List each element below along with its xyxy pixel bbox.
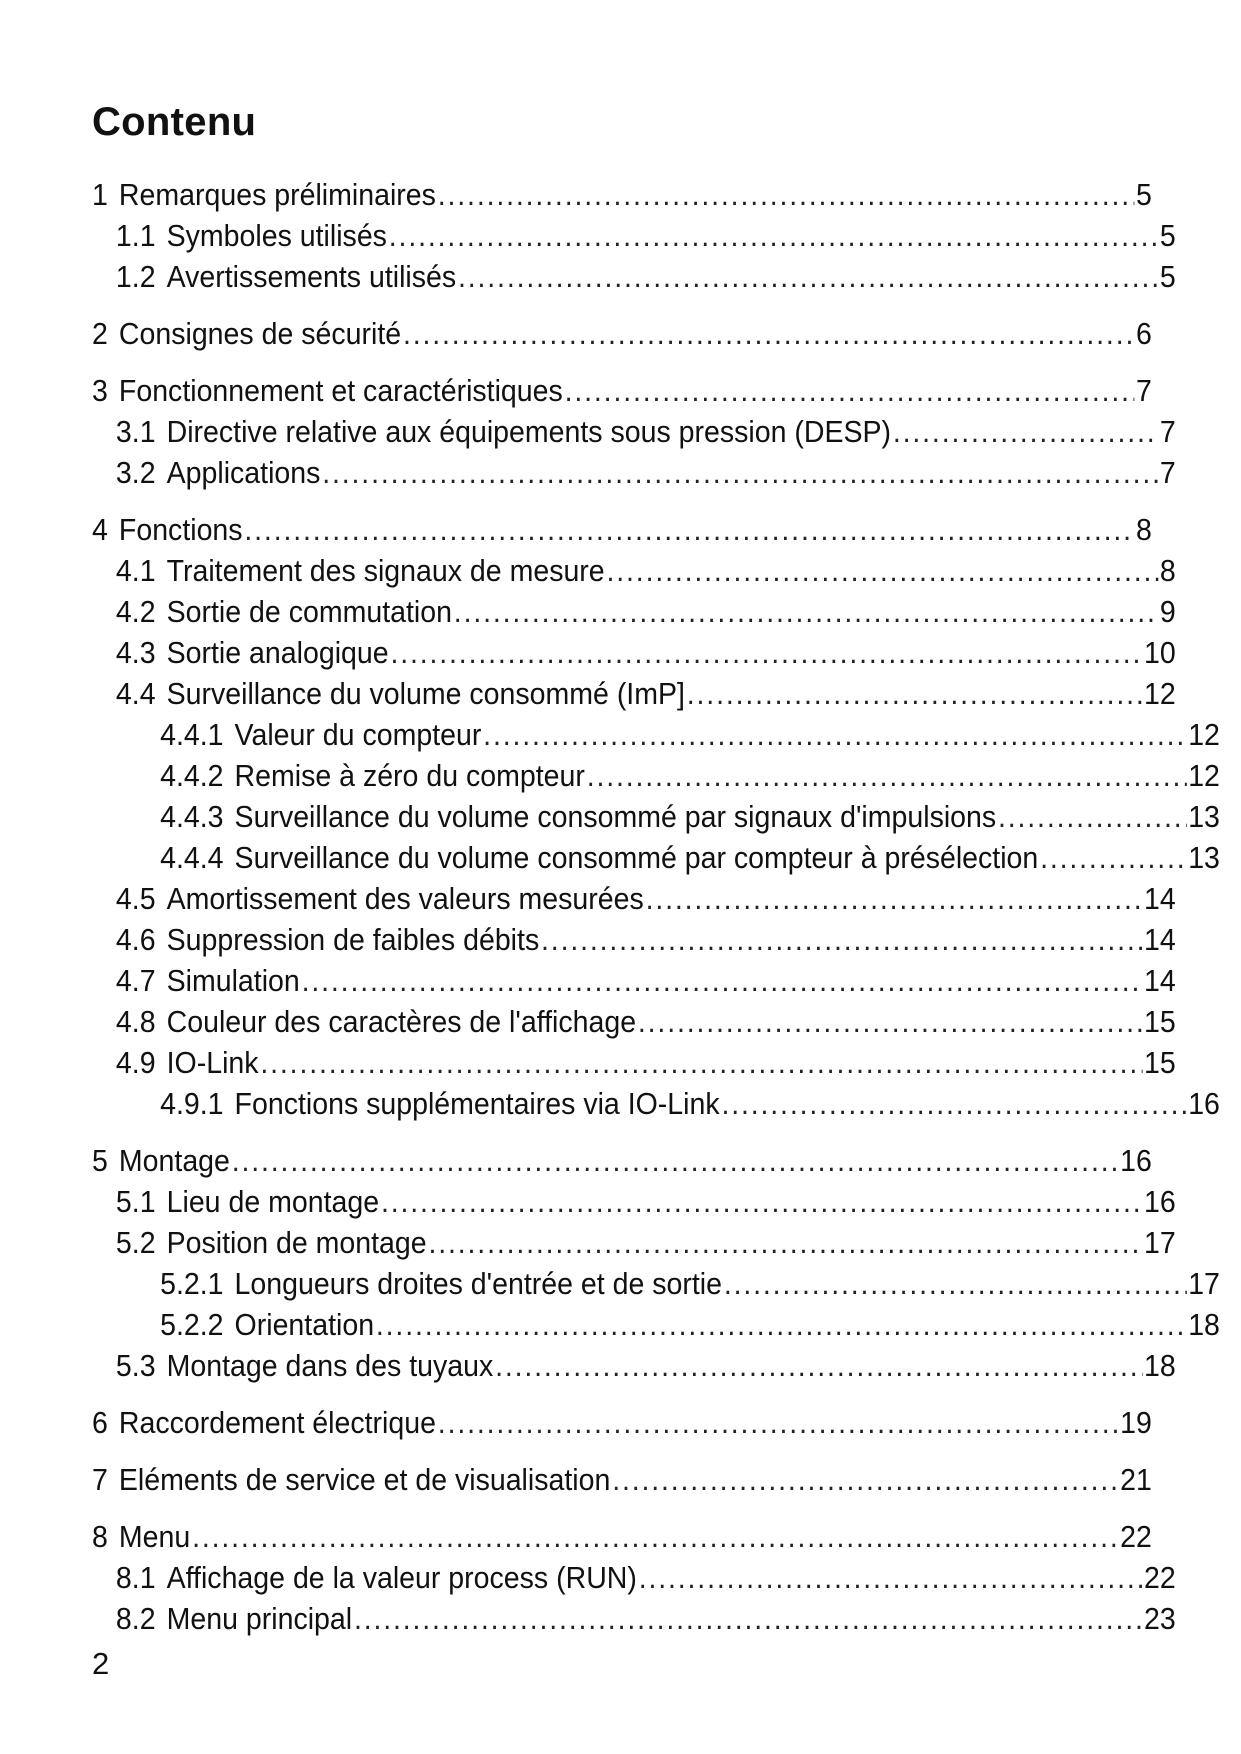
toc-entry-label: Lieu de montage [166, 1184, 380, 1219]
toc-entry-label: Suppression de faibles débits [166, 922, 540, 957]
toc-entry-label: Montage dans des tuyaux [166, 1348, 494, 1383]
toc-entry-number: 4.4.1 [160, 717, 224, 752]
toc-entry-label: Sortie de commutation [166, 594, 452, 629]
toc-entry-label: Remise à zéro du compteur [234, 758, 585, 793]
toc-leader-dots [438, 174, 1134, 215]
toc-entry[interactable] [92, 1001, 1176, 1042]
toc-entry[interactable] [92, 632, 1176, 673]
toc-entry[interactable] [92, 755, 1220, 796]
toc-entry-label: Fonctions supplémentaires via IO-Link [234, 1086, 720, 1121]
toc-entry[interactable] [92, 673, 1176, 714]
toc-entry[interactable] [92, 1516, 1152, 1557]
toc-entry[interactable] [92, 370, 1152, 411]
toc-entry-number: 5.2.2 [160, 1307, 224, 1342]
toc-entry-page: 7 [1135, 373, 1152, 408]
toc-entry-page: 12 [1188, 758, 1220, 793]
toc-entry-page: 5 [1135, 177, 1152, 212]
toc-entry[interactable] [92, 550, 1176, 591]
toc-entry-page: 12 [1144, 676, 1176, 711]
toc-entry-number: 8.1 [115, 1560, 156, 1595]
toc-entry-label: Directive relative aux équipements sous pression (DESP) [166, 414, 892, 449]
toc-leader-dots [244, 509, 1134, 550]
toc-leader-dots [1040, 837, 1186, 878]
toc-entry-label: Surveillance du volume consommé par signaux d'impulsions [234, 799, 997, 834]
toc-entry[interactable] [92, 837, 1220, 878]
toc-entry-label: Fonctionnement et caractéristiques [118, 373, 563, 408]
toc-entry-number: 4.3 [115, 635, 156, 670]
toc-leader-dots [687, 673, 1142, 714]
toc-entry[interactable] [92, 1042, 1176, 1083]
toc-leader-dots [998, 796, 1186, 837]
toc-entry-page: 14 [1144, 881, 1176, 916]
toc-entry-number: 4.1 [115, 553, 156, 588]
toc-entry[interactable] [92, 1345, 1176, 1386]
toc-entry-number: 4.9.1 [160, 1086, 224, 1121]
toc-entry-page: 8 [1159, 553, 1176, 588]
toc-entry-page: 10 [1144, 635, 1176, 670]
toc-entry[interactable] [92, 1140, 1152, 1181]
toc-entry-label: Symboles utilisés [166, 218, 387, 253]
toc-entry[interactable] [92, 796, 1220, 837]
toc-entry-number: 4.7 [115, 963, 156, 998]
toc-entry[interactable] [92, 452, 1176, 493]
toc-entry-page: 23 [1144, 1601, 1176, 1636]
toc-entry-label: Traitement des signaux de mesure [166, 553, 605, 588]
toc-entry-page: 9 [1159, 594, 1176, 629]
toc-entry-label: Applications [166, 455, 321, 490]
toc-entry-number: 5.1 [115, 1184, 156, 1219]
toc-entry-label: Affichage de la valeur process (RUN) [166, 1560, 637, 1595]
toc-entry-number: 4.5 [115, 881, 156, 916]
toc-entry-page: 7 [1159, 455, 1176, 490]
toc-entry-page: 17 [1188, 1266, 1220, 1301]
toc-entry-page: 16 [1144, 1184, 1176, 1219]
toc-entry-page: 15 [1144, 1004, 1176, 1039]
toc-leader-dots [646, 878, 1143, 919]
toc-entry-label: Couleur des caractères de l'affichage [166, 1004, 637, 1039]
toc-leader-dots [639, 1557, 1142, 1598]
toc-entry-page: 16 [1120, 1143, 1152, 1178]
toc-entry[interactable] [92, 1598, 1176, 1639]
toc-entry-number: 8.2 [115, 1601, 156, 1636]
toc-entry[interactable] [92, 1459, 1152, 1500]
toc-entry-label: Amortissement des valeurs mesurées [166, 881, 644, 916]
toc-entry-page: 13 [1188, 799, 1220, 834]
toc-leader-dots [438, 1402, 1118, 1443]
toc-entry-number: 1 [92, 177, 108, 212]
toc-entry-number: 3.2 [115, 455, 156, 490]
toc-entry-number: 7 [92, 1462, 108, 1497]
page-number: 2 [92, 1646, 110, 1681]
toc-entry-number: 5.3 [115, 1348, 156, 1383]
toc-entry[interactable] [92, 1402, 1152, 1443]
toc-entry-label: Surveillance du volume consommé par compteur à présélection [234, 840, 1039, 875]
toc-entry-label: Orientation [234, 1307, 375, 1342]
toc-leader-dots [483, 714, 1186, 755]
toc-entry-number: 1.1 [115, 218, 156, 253]
toc-leader-dots [607, 550, 1159, 591]
toc-leader-dots [721, 1083, 1186, 1124]
toc-entry-page: 14 [1144, 922, 1176, 957]
toc-leader-dots [541, 919, 1142, 960]
toc-entry-page: 6 [1135, 316, 1152, 351]
toc-entry-label: IO-Link [166, 1045, 259, 1080]
toc-entry-label: Menu [118, 1519, 191, 1554]
toc-entry-number: 4 [92, 512, 108, 547]
toc-entry[interactable] [92, 960, 1176, 1001]
toc-entry-label: Remarques préliminaires [118, 177, 436, 212]
toc-entry-label: Valeur du compteur [234, 717, 482, 752]
toc-leader-dots [612, 1459, 1118, 1500]
toc-leader-dots [428, 1222, 1142, 1263]
toc-entry-page: 16 [1188, 1086, 1220, 1121]
toc-entry-number: 3 [92, 373, 108, 408]
toc-leader-dots [232, 1140, 1119, 1181]
toc-leader-dots [724, 1263, 1187, 1304]
toc-entry-page: 7 [1159, 414, 1176, 449]
toc-entry-label: Consignes de sécurité [118, 316, 402, 351]
toc-leader-dots [495, 1345, 1142, 1386]
toc-entry-number: 1.2 [115, 259, 156, 294]
toc-entry-page: 22 [1144, 1560, 1176, 1595]
toc-entry-page: 17 [1144, 1225, 1176, 1260]
toc-entry-page: 14 [1144, 963, 1176, 998]
toc-entry-number: 2 [92, 316, 108, 351]
toc-entry-page: 18 [1144, 1348, 1176, 1383]
page-title: Contenu [92, 100, 257, 144]
toc-entry-label: Fonctions [118, 512, 243, 547]
table-of-contents [92, 174, 1220, 1639]
toc-entry-page: 15 [1144, 1045, 1176, 1080]
toc-entry-number: 4.6 [115, 922, 156, 957]
toc-entry[interactable] [92, 591, 1176, 632]
toc-entry-number: 6 [92, 1405, 108, 1440]
toc-entry-page: 13 [1188, 840, 1220, 875]
toc-entry-page: 21 [1120, 1462, 1152, 1497]
toc-entry-page: 18 [1188, 1307, 1220, 1342]
toc-entry-label: Sortie analogique [166, 635, 389, 670]
toc-leader-dots [454, 591, 1158, 632]
toc-entry[interactable] [92, 1557, 1176, 1598]
toc-entry-number: 4.8 [115, 1004, 156, 1039]
toc-entry-label: Raccordement électrique [118, 1405, 436, 1440]
toc-entry-label: Position de montage [166, 1225, 427, 1260]
toc-leader-dots [390, 632, 1142, 673]
toc-entry[interactable] [92, 1222, 1176, 1263]
toc-entry-number: 4.4 [115, 676, 156, 711]
toc-entry[interactable] [92, 1181, 1176, 1222]
toc-entry-number: 5.2.1 [160, 1266, 224, 1301]
toc-entry-number: 4.4.4 [160, 840, 224, 875]
toc-entry[interactable] [92, 714, 1220, 755]
toc-entry[interactable] [92, 256, 1176, 297]
toc-leader-dots [260, 1042, 1142, 1083]
toc-entry-label: Eléments de service et de visualisation [118, 1462, 611, 1497]
toc-entry[interactable] [92, 509, 1152, 550]
toc-entry-label: Montage [118, 1143, 230, 1178]
toc-leader-dots [893, 411, 1158, 452]
toc-entry-page: 8 [1135, 512, 1152, 547]
toc-entry-label: Surveillance du volume consommé (ImP] [166, 676, 685, 711]
toc-entry-number: 8 [92, 1519, 108, 1554]
toc-entry[interactable] [92, 215, 1176, 256]
toc-leader-dots [376, 1304, 1186, 1345]
toc-entry-number: 5 [92, 1143, 108, 1178]
toc-entry-label: Menu principal [166, 1601, 353, 1636]
toc-entry-page: 12 [1188, 717, 1220, 752]
toc-entry[interactable] [92, 1083, 1220, 1124]
toc-entry[interactable] [92, 878, 1176, 919]
toc-leader-dots [389, 215, 1158, 256]
toc-leader-dots [302, 960, 1143, 1001]
toc-entry-number: 5.2 [115, 1225, 156, 1260]
toc-leader-dots [638, 1001, 1142, 1042]
toc-entry[interactable] [92, 919, 1176, 960]
toc-entry-page: 19 [1120, 1405, 1152, 1440]
toc-entry-number: 4.4.2 [160, 758, 224, 793]
toc-entry-number: 3.1 [115, 414, 156, 449]
toc-entry-number: 4.4.3 [160, 799, 224, 834]
toc-leader-dots [381, 1181, 1142, 1222]
toc-entry[interactable] [92, 174, 1152, 215]
toc-leader-dots [322, 452, 1158, 493]
toc-entry-page: 22 [1120, 1519, 1152, 1554]
toc-entry-number: 4.9 [115, 1045, 156, 1080]
toc-leader-dots [403, 313, 1134, 354]
toc-entry[interactable] [92, 1304, 1220, 1345]
toc-entry[interactable] [92, 1263, 1220, 1304]
toc-entry[interactable] [92, 313, 1152, 354]
toc-entry-label: Avertissements utilisés [166, 259, 457, 294]
toc-entry-number: 4.2 [115, 594, 156, 629]
toc-entry-label: Simulation [166, 963, 300, 998]
toc-leader-dots [192, 1516, 1118, 1557]
toc-leader-dots [458, 256, 1158, 297]
toc-entry-page: 5 [1159, 259, 1176, 294]
toc-entry-page: 5 [1159, 218, 1176, 253]
toc-leader-dots [354, 1598, 1142, 1639]
toc-entry[interactable] [92, 411, 1176, 452]
toc-leader-dots [587, 755, 1187, 796]
toc-entry-label: Longueurs droites d'entrée et de sortie [234, 1266, 722, 1301]
toc-leader-dots [565, 370, 1135, 411]
